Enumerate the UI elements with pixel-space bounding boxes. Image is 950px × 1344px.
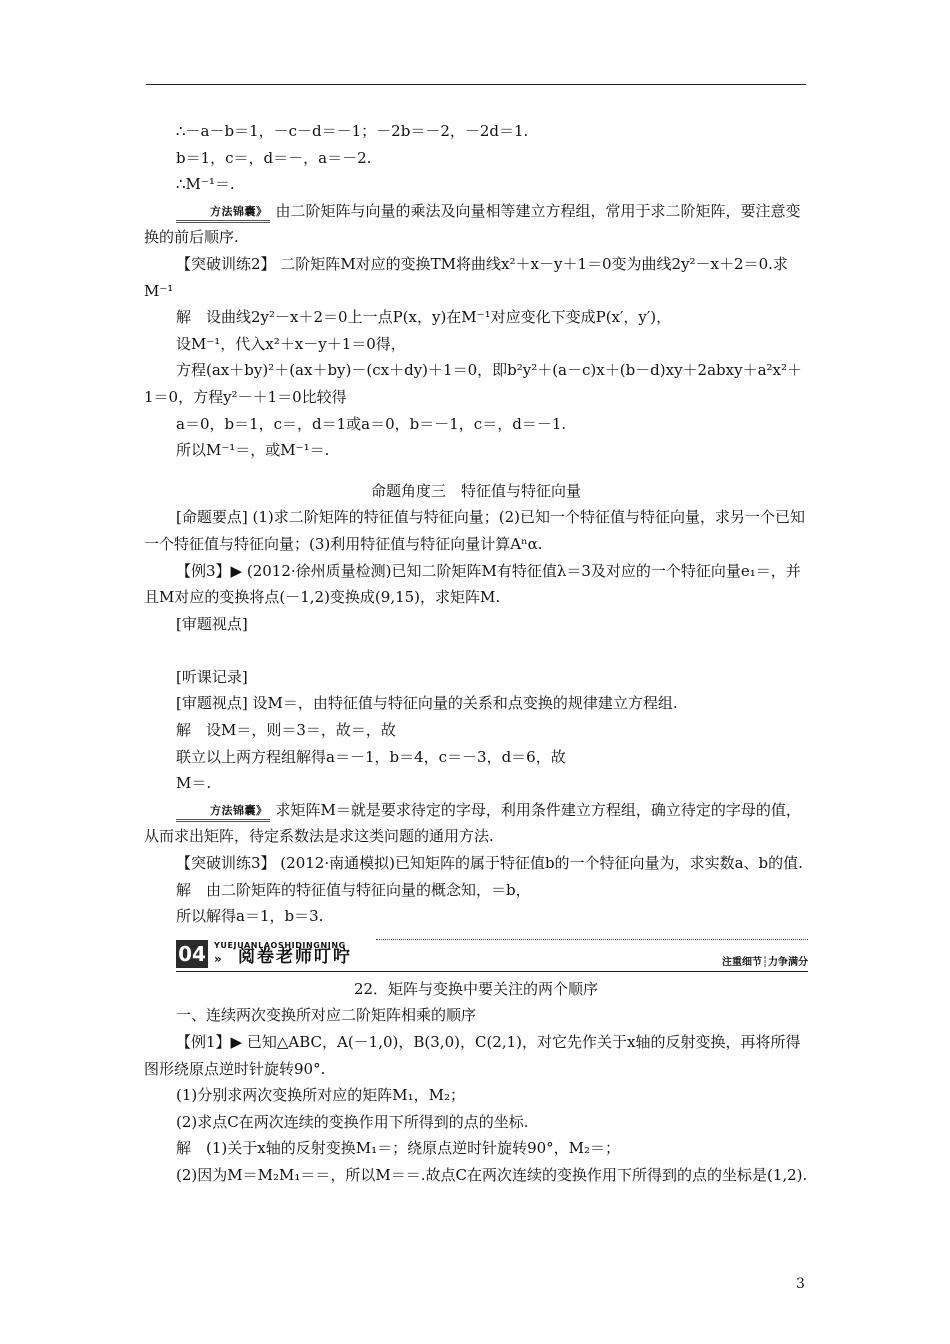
banner-number: 04 bbox=[176, 940, 208, 968]
text-line: 方程(ax＋by)²＋(ax＋by)－(cx＋dy)＋1＝0，即b²y²＋(a－c)x＋(b－d)xy＋2abxy＋a²x²＋1＝0，方程y²－＋1＝0比较得 bbox=[144, 361, 803, 406]
banner-right-text: 注重细节┆力争满分 bbox=[721, 956, 808, 968]
banner-dotted-line bbox=[376, 939, 808, 940]
text-line: 【例1】▶ 已知△ABC，A(－1,0)，B(3,0)，C(2,1)，对它先作关于x轴的反射变换，再将所得图形绕原点逆时针旋转90°. bbox=[144, 1033, 801, 1078]
blank-space bbox=[144, 637, 808, 664]
text-line: 解 设曲线2y²－x＋2＝0上一点P(x，y)在M⁻¹对应变化下变成P(x′，y′)， bbox=[176, 308, 672, 327]
text-line: (2)因为M＝M₂M₁＝＝，所以M＝＝.故点C在两次连续的变换作用下所得到的点的坐标是(1,2). bbox=[176, 1165, 808, 1184]
chevron-icon: » bbox=[214, 951, 222, 966]
text-line: ∴M⁻¹＝. bbox=[176, 175, 235, 194]
page-content bbox=[144, 118, 808, 1189]
section-heading: 22．矩阵与变换中要关注的两个顺序 bbox=[353, 979, 599, 998]
text-line: 联立以上两方程组解得a＝－1，b＝4，c＝－3，d＝6，故 bbox=[176, 747, 566, 766]
text-line: [听课记录] bbox=[176, 667, 248, 686]
text-line: a＝0，b＝1，c＝，d＝1或a＝0，b＝－1，c＝，d＝－1. bbox=[176, 414, 567, 433]
text-line: 解 设M＝，则＝3＝，故＝，故 bbox=[176, 721, 396, 740]
method-tag: 方法锦囊》 bbox=[176, 204, 270, 223]
text-line: 【突破训练3】 (2012·南通模拟)已知矩阵的属于特征值b的一个特征向量为，求实数a、b的值. bbox=[176, 854, 803, 873]
text-line: 解 (1)关于x轴的反射变换M₁＝；绕原点逆时针旋转90°，M₂＝； bbox=[176, 1139, 621, 1158]
text-line: 解 由二阶矩阵的特征值与特征向量的概念知，＝b， bbox=[176, 880, 531, 899]
text-line: [命题要点] (1)求二阶矩阵的特征值与特征向量；(2)已知一个特征值与特征向量，求另一个已知一个特征值与特征向量；(3)利用特征值与特征向量计算Aⁿα. bbox=[144, 508, 805, 553]
method-tip bbox=[144, 198, 808, 251]
text-line: (2)求点C在两次连续的变换作用下所得到的点的坐标. bbox=[176, 1112, 529, 1131]
text-line: 一、连续两次变换所对应二阶矩阵相乘的顺序 bbox=[176, 1006, 477, 1025]
text-line: 所以解得a＝1，b＝3. bbox=[176, 907, 324, 926]
text-line: 由二阶矩阵与向量的乘法及向量相等建立方程组，常用于求二阶矩阵，要注意变换的前后顺序. bbox=[144, 201, 801, 247]
text-line: [审题视点] 设M＝，由特征值与特征向量的关系和点变换的规律建立方程组. bbox=[176, 694, 678, 713]
banner-underline bbox=[176, 971, 808, 972]
banner-code: YUEJUANLAOSHIDINGNING bbox=[214, 940, 346, 950]
section-banner bbox=[176, 936, 808, 972]
text-line: [审题视点] bbox=[176, 614, 248, 633]
text-line: M＝. bbox=[176, 774, 212, 793]
method-tip bbox=[144, 797, 808, 850]
text-line: 所以M⁻¹＝，或M⁻¹＝. bbox=[176, 441, 330, 460]
text-line: 求矩阵M＝就是要求待定的字母，利用条件建立方程组，确立待定的字母的值，从而求出矩阵，待定系数法是求这类问题的通用方法. bbox=[144, 800, 801, 846]
text-line: (1)分别求两次变换所对应的矩阵M₁，M₂； bbox=[176, 1086, 465, 1105]
section-heading: 命题角度三 特征值与特征向量 bbox=[370, 481, 581, 500]
text-line: ∴－a－b＝1，－c－d＝－1；－2b＝－2，－2d＝1. bbox=[176, 122, 529, 140]
text-line: 【例3】▶ (2012·徐州质量检测)已知二阶矩阵M有特征值λ＝3及对应的一个特征向量e₁＝，并且M对应的变换将点(－1,2)变换成(9,15)，求矩阵M. bbox=[144, 561, 801, 607]
banner-title: 阅卷老师叮咛 bbox=[238, 946, 352, 967]
text-line: b＝1，c＝，d＝－，a＝－2. bbox=[176, 148, 372, 167]
text-line: 设M⁻¹，代入x²＋x－y＋1＝0得， bbox=[176, 334, 406, 353]
text-line: 【突破训练2】 二阶矩阵M对应的变换TM将曲线x²＋x－y＋1＝0变为曲线2y²－x＋2＝0.求M⁻¹ bbox=[144, 254, 788, 300]
method-tag: 方法锦囊》 bbox=[176, 803, 270, 822]
header-rule bbox=[146, 84, 806, 85]
page-number: 3 bbox=[796, 1276, 805, 1292]
